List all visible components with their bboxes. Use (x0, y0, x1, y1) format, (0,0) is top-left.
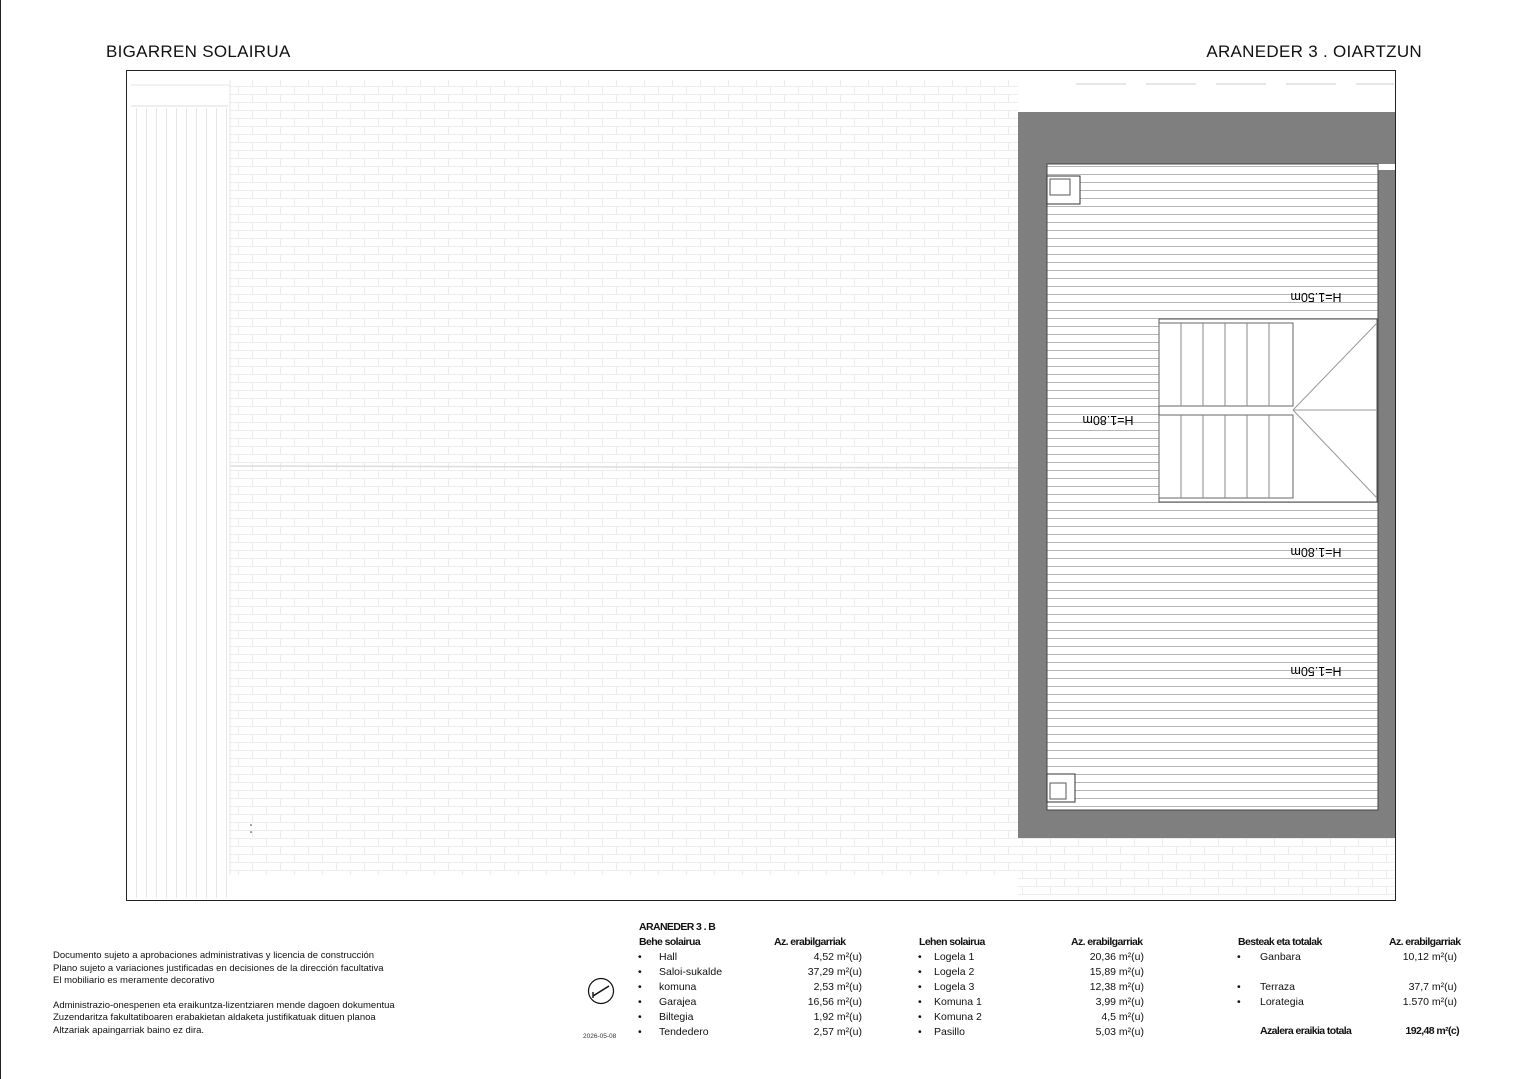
note-es-3: El mobiliario es meramente decorativo (53, 975, 215, 986)
project-title: ARANEDER 3 . OIARTZUN (1206, 42, 1422, 61)
attic-wall-east (1378, 170, 1395, 838)
north-arrow-icon (587, 977, 615, 1005)
page-edge-line (0, 0, 1, 1079)
note-es-2: Plano sujeto a variaciones justificadas en decisiones de la dirección facultativa (53, 962, 384, 974)
attic-wall-north (1018, 112, 1395, 164)
total-label: Azalera eraikia totala (1260, 1025, 1352, 1037)
ground-floor-title: Behe solairua (639, 936, 701, 948)
paved-area (230, 80, 1018, 875)
legal-notes (53, 950, 395, 1037)
note-es-1: Documento sujeto a aprobaciones administrativas y licencia de construcción (53, 950, 375, 961)
side-walkway (131, 108, 228, 898)
note-eu-1: Administrazio-onespenen eta eraikuntza-lizentziaren mende dagoen dokumentua (53, 999, 395, 1011)
height-label: H=1.50m (1290, 664, 1342, 678)
others-area-header: Az. erabilgarriak (1389, 936, 1461, 948)
first-area-header: Az. erabilgarriak (1071, 936, 1143, 948)
height-label: H=1.50m (1290, 290, 1342, 304)
first-floor-title: Lehen solairua (919, 936, 985, 948)
total-value: 192,48 m²(c) (1405, 1025, 1459, 1037)
plan-date: 2026-05-08 (583, 1033, 617, 1040)
note-eu-3: Altzariak apaingarriak baino ez dira. (53, 1024, 205, 1036)
note-eu-2: Zuzendaritza fakultatiboaren erabakietan aldaketa justifikatuak dituen planoa (53, 1012, 376, 1023)
floor-plan-drawing (126, 70, 1396, 901)
attic-wall-south (1018, 810, 1395, 838)
project-code: ARANEDER 3 . B (639, 921, 716, 933)
height-label: H=1.80m (1082, 413, 1134, 427)
attic-wall-west (1018, 112, 1047, 838)
paved-area-south (1018, 835, 1394, 895)
height-label: H=1.80m (1290, 545, 1342, 559)
ground-area-header: Az. erabilgarriak (774, 936, 846, 948)
staircase (1159, 319, 1377, 502)
others-title: Besteak eta totalak (1238, 936, 1322, 948)
floor-title: BIGARREN SOLAIRUA (106, 42, 291, 61)
